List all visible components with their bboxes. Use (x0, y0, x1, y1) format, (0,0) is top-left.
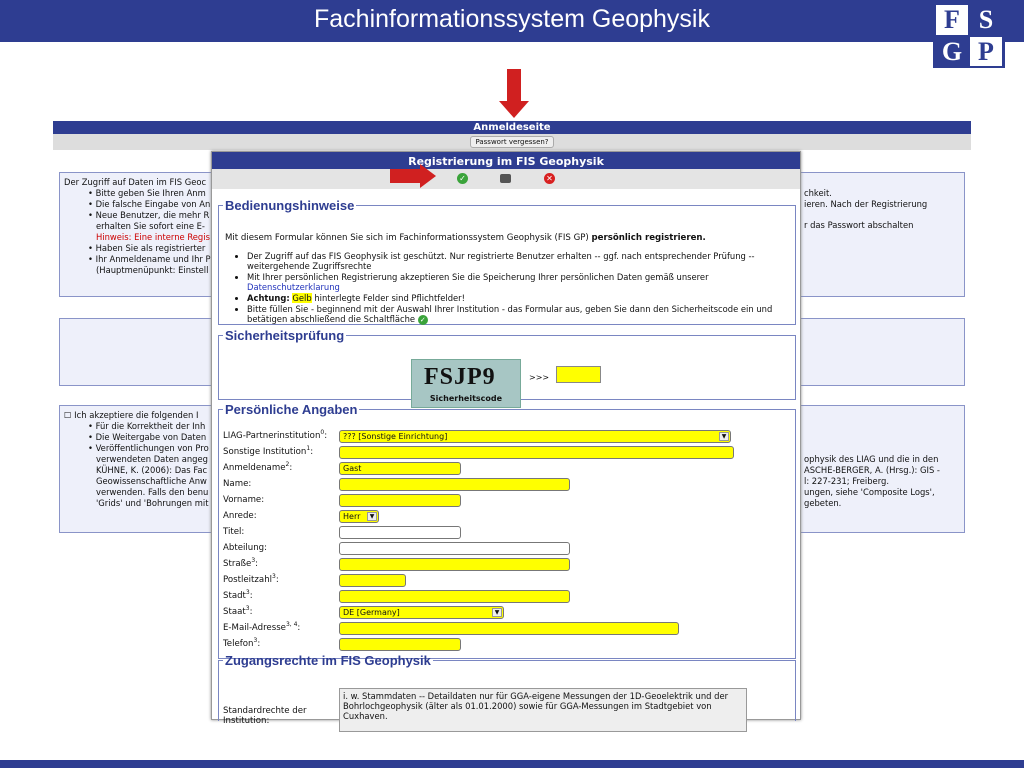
field-label: Stadt$^3$: (223, 589, 253, 601)
intro-text (225, 233, 791, 244)
bg-line: verwenden. Falls den benu (96, 487, 209, 497)
bg-line: Geowissenschaftliche Anw (96, 476, 207, 486)
right-arrow-icon (390, 164, 436, 188)
print-icon[interactable] (500, 174, 511, 183)
registration-form (211, 151, 801, 726)
bg-line: • Für die Korrektheit der Inh (88, 421, 206, 431)
bg-line: ASCHE-BERGER, A. (Hrsg.): GIS - (804, 465, 940, 475)
bg-line: ophysik des LIAG und die in den (804, 454, 939, 464)
bg-line: 'Grids' und 'Bohrungen mit (96, 498, 209, 508)
other-institution-input[interactable] (339, 446, 734, 459)
standard-rights-label: Standardrechte der Institution: (223, 706, 307, 726)
firstname-input[interactable] (339, 494, 461, 507)
bg-line: (Hauptmenüpunkt: Einstell (96, 265, 209, 275)
bg-line: • Neue Benutzer, die mehr R (88, 210, 210, 220)
field-label: Abteilung: (223, 543, 268, 553)
bg-line: KÜHNE, K. (2006): Das Fac (96, 465, 208, 475)
hint-list (247, 251, 787, 326)
salutation-select[interactable]: Herr ▼ (339, 510, 379, 523)
city-input[interactable] (339, 590, 570, 603)
bg-line: ieren. Nach der Registrierung (804, 199, 928, 209)
captcha-caption: Sicherheitscode (429, 394, 503, 403)
bg-line: l: 227-231; Freiberg. (804, 476, 889, 486)
bg-line: • Bitte geben Sie Ihren Anm (88, 188, 206, 198)
down-arrow-icon (499, 69, 529, 119)
field-label: Titel: (223, 527, 245, 537)
title-input[interactable] (339, 526, 461, 539)
partner-institution-select[interactable]: ??? [Sonstige Einrichtung] ▼ (339, 430, 731, 443)
hint-text: Bitte füllen Sie - beginnend mit der Auswahl Ihrer Institution - das Formular aus, geben Sie dann den Sicherheitscode ein und betätigen abschließend die Schaltfläche (247, 304, 773, 324)
usage-hints-section (218, 198, 796, 325)
page-title: Fachinformationssystem Geophysik (314, 5, 710, 33)
section-legend: Zugangsrechte im FIS Geophysik (225, 653, 431, 668)
field-label: Vorname: (223, 495, 265, 505)
bg-line: gebeten. (804, 498, 842, 508)
check-icon: ✓ (418, 315, 428, 325)
street-input[interactable] (339, 558, 570, 571)
logo-letter: F (935, 4, 969, 36)
field-label: LIAG-Partnerinstitution$^0$: (223, 429, 328, 441)
bg-line: erhalten Sie sofort eine E- (96, 221, 205, 231)
chevron-down-icon: ▼ (719, 432, 729, 441)
accept-terms-checkbox[interactable]: ☐ Ich akzeptiere die folgenden I (64, 410, 199, 420)
forgot-password-button[interactable]: Passwort vergessen? (470, 136, 553, 148)
personal-data-section (218, 402, 796, 659)
phone-input[interactable] (339, 638, 461, 651)
bg-line: chkeit. (804, 188, 832, 198)
hint-item (247, 272, 787, 292)
captcha-input[interactable] (556, 366, 601, 383)
bg-line: verwendeten Daten angeg (96, 454, 208, 464)
bg-line: • Veröffentlichungen von Pro (88, 443, 209, 453)
department-input[interactable] (339, 542, 570, 555)
hint-text: Mit Ihrer persönlichen Registrierung akzeptieren Sie die Speicherung Ihrer persönlichen Daten gemäß unserer (247, 272, 709, 282)
hint-text: hinterlegte Felder sind Pflichtfelder! (311, 293, 465, 303)
intro-bold: persönlich registrieren. (591, 233, 706, 243)
logo-letter: G (935, 36, 969, 68)
section-legend: Bedienungshinweise (225, 198, 355, 213)
field-label: Postleitzahl$^3$: (223, 573, 279, 585)
logo-letter: P (969, 36, 1003, 68)
bg-line: • Ihr Anmeldename und Ihr P (88, 254, 211, 264)
form-toolbar (212, 169, 800, 189)
security-check-section (218, 328, 796, 403)
fisgp-logo (933, 2, 1005, 68)
field-label: Telefon$^3$: (223, 637, 261, 649)
section-legend: Sicherheitsprüfung (225, 328, 345, 343)
bg-line: • Die falsche Eingabe von An (88, 199, 211, 209)
yellow-highlight: Gelb (292, 293, 312, 303)
captcha-image (411, 359, 521, 408)
chevron-down-icon: ▼ (492, 608, 502, 617)
submit-check-icon[interactable]: ✓ (457, 173, 468, 184)
form-title: Registrierung im FIS Geophysik (212, 152, 800, 169)
zip-input[interactable] (339, 574, 406, 587)
intro-prefix: Mit diesem Formular können Sie sich im Fachinformationssystem Geophysik (FIS GP) (225, 233, 592, 243)
name-input[interactable] (339, 478, 570, 491)
hint-item (247, 293, 787, 303)
bg-line: • Die Weitergabe von Daten (88, 432, 207, 442)
privacy-link[interactable]: Datenschutzerklarung (247, 282, 340, 292)
field-label: Staat$^3$: (223, 605, 253, 617)
bg-line: • Haben Sie als registrierter (88, 243, 206, 253)
captcha-code: FSJP9 (424, 364, 496, 390)
username-input[interactable]: Gast (339, 462, 461, 475)
country-select[interactable]: DE [Germany] ▼ (339, 606, 504, 619)
section-legend: Persönliche Angaben (225, 402, 358, 417)
field-label: Straße$^3$: (223, 557, 259, 569)
field-label: Anmeldename$^2$: (223, 461, 293, 473)
bg-line: Der Zugriff auf Daten im FIS Geoc (64, 177, 207, 187)
captcha-arrow: >>> (529, 373, 550, 382)
field-label: E-Mail-Adresse$^{3, 4}$: (223, 621, 301, 633)
field-label: Sonstige Institution$^1$: (223, 445, 314, 457)
field-label: Anrede: (223, 511, 257, 521)
bg-line: Hinweis: Eine interne Regis (96, 232, 210, 242)
cancel-x-icon[interactable]: ✕ (544, 173, 555, 184)
bg-line: ungen, siehe 'Composite Logs', (804, 487, 935, 497)
chevron-down-icon: ▼ (367, 512, 377, 521)
logo-letter: S (969, 4, 1003, 36)
hint-item (247, 304, 787, 325)
footer-bar (0, 760, 1024, 768)
field-label: Name: (223, 479, 252, 489)
bg-line: r das Passwort abschalten (804, 220, 914, 230)
hint-bold: Achtung: (247, 293, 290, 303)
login-title: Anmeldeseite (53, 121, 971, 134)
hint-item: • Der Zugriff auf das FIS Geophysik ist geschützt. Nur registrierte Benutzer erhalten -- ggf. nach entsprechender Prüfung -- weitergehende Zugriffsrechte (247, 251, 787, 271)
email-input[interactable] (339, 622, 679, 635)
standard-rights-textarea[interactable]: i. w. Stammdaten -- Detaildaten nur für GGA-eigene Messungen der 1D-Geoelektrik und der Bohrlochgeophysik (älter als 01.01.2000) sowie für GGA-Messungen im Stadtgebiet von Cuxhaven. (339, 688, 747, 732)
access-rights-section (218, 653, 796, 726)
